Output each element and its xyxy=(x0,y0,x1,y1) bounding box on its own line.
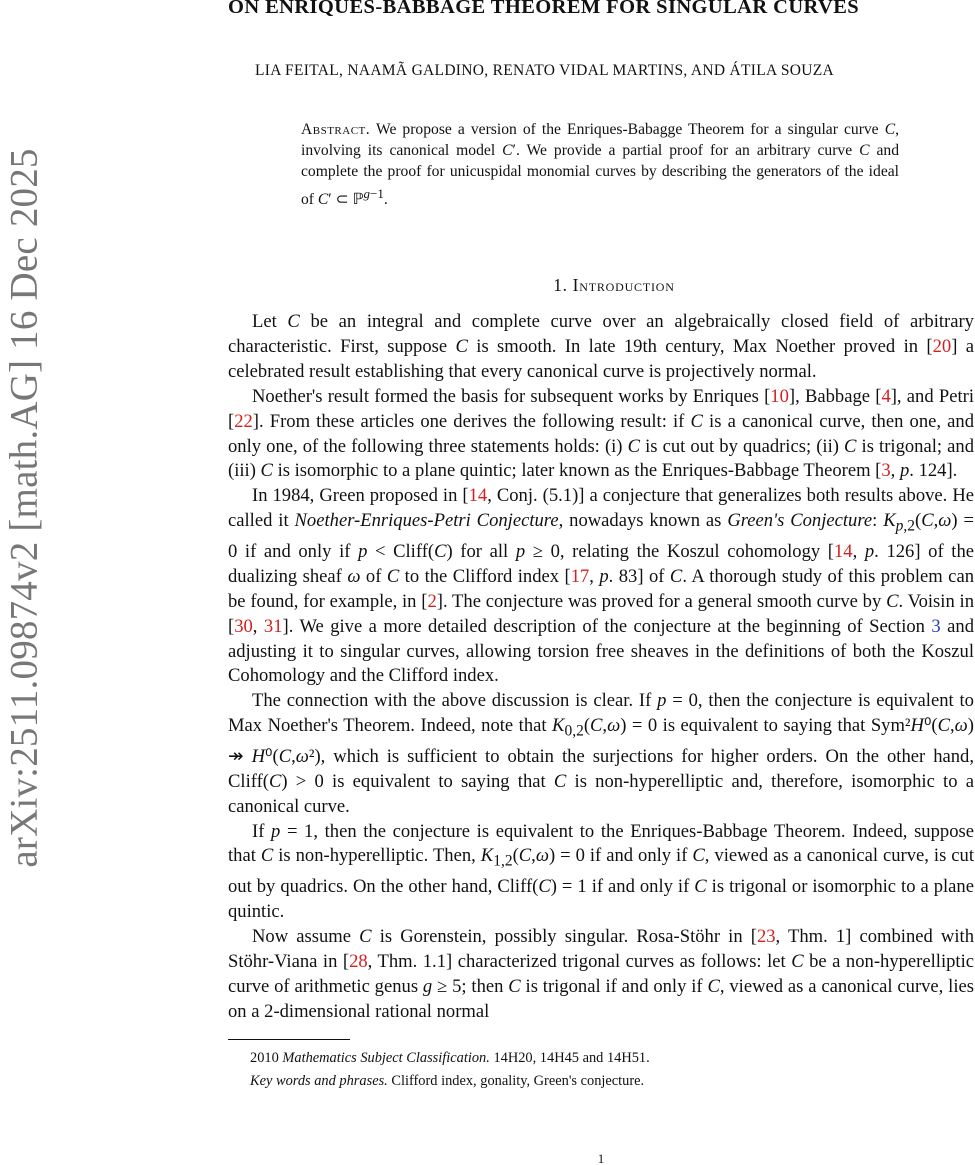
footnote-keywords: Key words and phrases. Clifford index, gonality, Green's conjecture. xyxy=(250,1072,645,1089)
footnote-divider xyxy=(228,1039,350,1040)
section-title: Introduction xyxy=(572,275,675,295)
paragraph: Let C be an integral and complete curve over an algebraically closed field of arbitrary characteristic. First, suppose C is smooth. In late 19th century, Max Noether proved in [20] a celebrated result establishing that every canonical curve is projectively normal. xyxy=(228,311,974,382)
citation-link[interactable]: 20 xyxy=(932,335,952,357)
citation-link[interactable]: 3 xyxy=(881,460,891,482)
citation-link[interactable]: 14 xyxy=(834,540,853,562)
paragraph: The connection with the above discussion is clear. If p = 0, then the conjecture is equivalent to Max Noether's Theorem. Indeed, note that $K_{0,2}(C,\omega) = 0$ is equivalent to saying that Sym²H⁰(C,ω) ↠ H⁰(C,ω²), which is sufficient to obtain the surjections for higher orders. On the other hand, Cliff(C) > 0 is equivalent to saying that C is non-hyperelliptic and, therefore, isomorphic to a canonical curve. xyxy=(228,690,974,817)
paragraph: If p = 1, then the conjecture is equivalent to the Enriques-Babbage Theorem. Indeed, suppose that C is non-hyperelliptic. Then, $K_{1,2}(C,\omega) = 0$ if and only if C, viewed as a canonical curve, is cut out by quadrics. On the other hand, Cliff(C) = 1 if and only if C is trigonal or isomorphic to a plane quintic. xyxy=(228,820,974,922)
paragraph: Noether's result formed the basis for subsequent works by Enriques [10], Babbage [4], and Petri [22]. From these articles one derives the following result: if C is a canonical curve, then one, and only one, of the following three statements holds: (i) C is cut out by quadrics; (ii) C is trigonal; and (iii) C is isomorphic to a plane quintic; later known as the Enriques-Babbage Theorem [3, p. 124]. xyxy=(228,385,974,482)
author-list: LIA FEITAL, NAAMÃ GALDINO, RENATO VIDAL MARTINS, AND ÁTILA SOUZA xyxy=(255,62,835,79)
citation-link[interactable]: 17 xyxy=(570,565,590,587)
citation-link[interactable]: 2 xyxy=(427,590,437,612)
abstract xyxy=(301,119,899,210)
paragraph: Now assume C is Gorenstein, possibly singular. Rosa-Stöhr in [23, Thm. 1] combined with Stöhr-Viana in [28, Thm. 1.1] characterized trigonal curves as follows: let C be a non-hyperelliptic curve of arithmetic genus g ≥ 5; then C is trigonal if and only if C, viewed as a canonical curve, lies on a 2-dimensional rational normal xyxy=(228,925,974,1022)
section-number: 1. xyxy=(553,275,568,295)
section-crossref-link[interactable]: 3 xyxy=(931,615,941,637)
citation-link[interactable]: 4 xyxy=(881,385,891,407)
citation-link[interactable]: 30 xyxy=(234,615,253,637)
footnote-msc: 2010 Mathematics Subject Classification. 14H20, 14H45 and 14H51. xyxy=(250,1050,650,1066)
citation-link[interactable]: 10 xyxy=(770,385,789,407)
arxiv-identifier-stamp xyxy=(0,0,50,1165)
abstract-label: Abstract. xyxy=(301,121,371,138)
page-number: 1 xyxy=(597,1151,605,1165)
arxiv-id-text: arXiv:2511.09874v2 [math.AG] 16 Dec 2025 xyxy=(2,148,46,868)
citation-link[interactable]: 31 xyxy=(263,615,283,637)
body-text xyxy=(228,310,974,1025)
citation-link[interactable]: 23 xyxy=(756,925,776,947)
citation-link[interactable]: 14 xyxy=(468,485,488,507)
citation-link[interactable]: 22 xyxy=(234,410,253,432)
section-heading-introduction xyxy=(0,275,975,296)
citation-link[interactable]: 28 xyxy=(349,950,368,972)
paper-title: ON ENRIQUES-BABBAGE THEOREM FOR SINGULAR CURVES xyxy=(228,0,860,18)
paragraph: In 1984, Green proposed in [14, Conj. (5.1)] a conjecture that generalizes both results above. He called it Noether-Enriques-Petri Conjecture, nowadays known as Green's Conjecture: $K_{p,2}(C,\omega) = 0$ if and only if p < Cliff(C) for all p ≥ 0, relating the Koszul cohomology [14, p. 126] of the dualizing sheaf ω of C to the Clifford index [17, p. 83] of C. A thorough study of this problem can be found, for example, in [2]. The conjecture was proved for a general smooth curve by C. Voisin in [30, 31]. We give a more detailed description of the conjecture at the beginning of Section 3 and adjusting it to singular curves, allowing torsion free sheaves in the definitions of both the Koszul Cohomology and the Clifford index. xyxy=(228,485,975,687)
footnotes xyxy=(228,1047,974,1092)
abstract-text: We propose a version of the Enriques-Babagge Theorem for a singular curve C, involving its canonical model C′. We provide a partial proof for an arbitrary curve C and complete the proof for unicuspidal monomial curves by describing the generators of the ideal of C′ ⊂ ℙ$^{g-1}$. xyxy=(301,121,899,208)
